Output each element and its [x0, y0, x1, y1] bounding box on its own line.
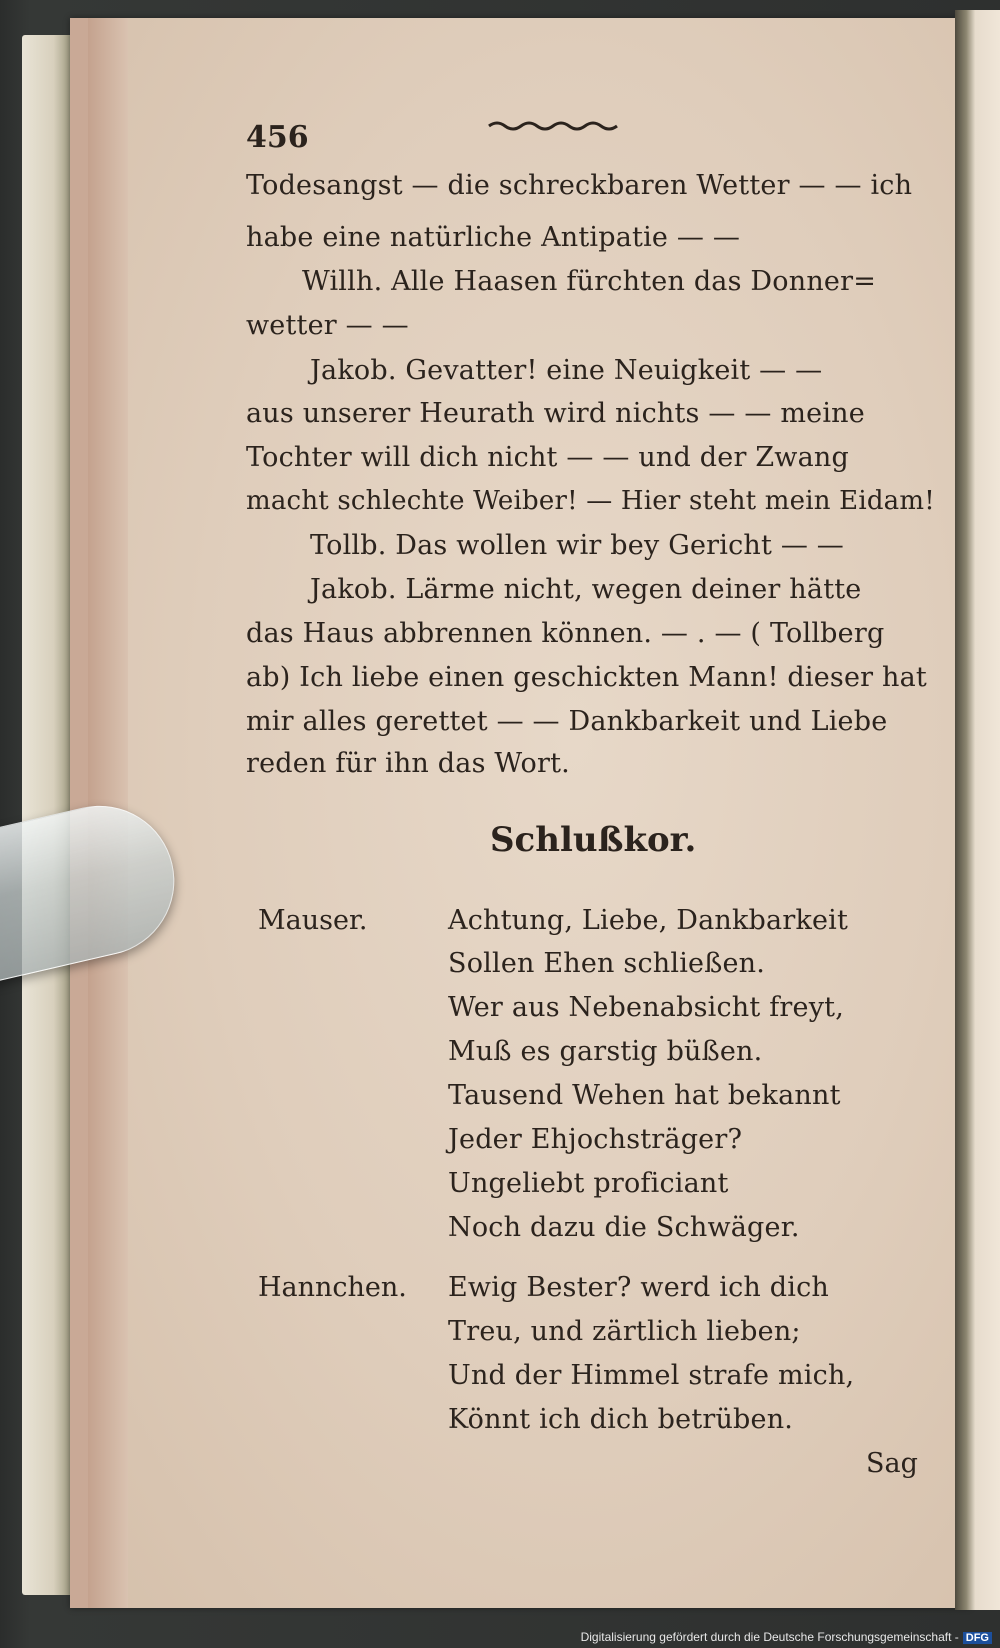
dfg-logo: DFG: [963, 1632, 992, 1644]
verse-line: Tausend Wehen hat bekannt: [448, 1080, 841, 1111]
text-line: mir alles gerettet — — Dankbarkeit und Liebe: [246, 706, 888, 737]
verse-line: Ewig Bester? werd ich dich: [448, 1272, 830, 1303]
verse-line: Treu, und zärtlich lieben;: [448, 1316, 801, 1347]
text-line: reden für ihn das Wort.: [246, 748, 570, 779]
text-line: Todesangst — die schreckbaren Wetter — — ich: [246, 170, 913, 201]
verse-line: Jeder Ehjochsträger?: [448, 1124, 743, 1155]
verse-line: Achtung, Liebe, Dankbarkeit: [448, 905, 849, 936]
text-line: wetter — —: [246, 310, 409, 341]
text-line: habe eine natürliche Antipatie — —: [246, 222, 741, 253]
page-number: 456: [246, 120, 309, 155]
ornament-rule: [487, 118, 627, 134]
speaker-name: Hannchen.: [258, 1272, 407, 1303]
text-line: das Haus abbrennen können. — . — ( Tollberg: [246, 618, 885, 649]
verse-line: Wer aus Nebenabsicht freyt,: [448, 992, 844, 1023]
text-line: Tollb. Das wollen wir bey Gericht — —: [310, 530, 845, 561]
speaker-name: Mauser.: [258, 905, 368, 936]
section-heading: Schlußkor.: [490, 820, 697, 860]
verse-line: Sollen Ehen schließen.: [448, 948, 766, 979]
verse-line: Muß es garstig büßen.: [448, 1036, 763, 1067]
digitization-footer: [581, 1630, 992, 1644]
text-line: ab) Ich liebe einen geschickten Mann! dieser hat: [246, 662, 927, 693]
text-line: aus unserer Heurath wird nichts — — meine: [246, 398, 865, 429]
text-line: Jakob. Lärme nicht, wegen deiner hätte: [310, 574, 862, 605]
text-line: macht schlechte Weiber! — Hier steht mein Eidam!: [246, 486, 935, 516]
catchword: Sag: [866, 1448, 918, 1479]
verse-line: Könnt ich dich betrüben.: [448, 1404, 794, 1435]
verse-line: Und der Himmel strafe mich,: [448, 1360, 855, 1391]
verse-line: Noch dazu die Schwäger.: [448, 1212, 800, 1243]
verse-line: Ungeliebt proficiant: [448, 1168, 729, 1199]
text-line: Willh. Alle Haasen fürchten das Donner=: [302, 266, 877, 297]
footer-text: Digitalisierung gefördert durch die Deutsche Forschungsgemeinschaft -: [580, 1630, 959, 1644]
text-line: Jakob. Gevatter! eine Neuigkeit — —: [310, 355, 823, 386]
text-line: Tochter will dich nicht — — und der Zwang: [246, 442, 849, 473]
